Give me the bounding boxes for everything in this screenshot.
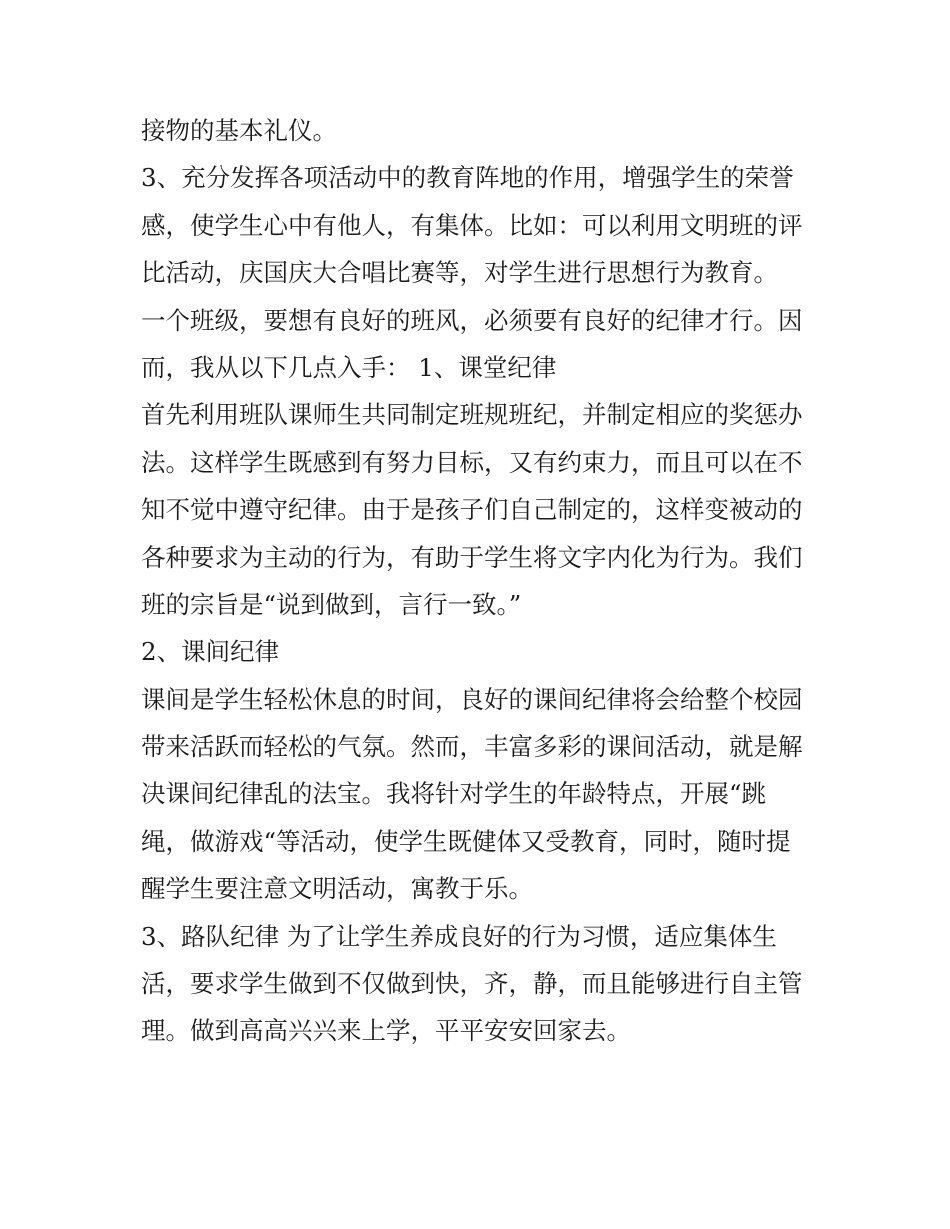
body-text (141, 107, 821, 1055)
text-line: 感，使学生心中有他人，有集体。比如：可以利用文明班的评 (141, 210, 803, 240)
text-line: 课间是学生轻松休息的时间，良好的课间纪律将会给整个校园 (141, 684, 803, 714)
text-line: 知不觉中遵守纪律。由于是孩子们自己制定的，这样变被动的 (141, 495, 803, 525)
text-line: 3、充分发挥各项活动中的教育阵地的作用，增强学生的荣誉 (141, 163, 794, 193)
text-line: 带来活跃而轻松的气氛。然而，丰富多彩的课间活动，就是解 (141, 732, 803, 762)
text-line: 活，要求学生做到不仅做到快，齐，静，而且能够进行自主管 (141, 969, 803, 999)
text-line: 各种要求为主动的行为，有助于学生将文字内化为行为。我们 (141, 542, 803, 572)
text-line: 绳，做游戏“等活动，使学生既健体又受教育，同时，随时提 (141, 826, 791, 856)
text-line: 比活动，庆国庆大合唱比赛等，对学生进行思想行为教育。 (141, 258, 778, 288)
text-line: 醒学生要注意文明活动，寓教于乐。 (141, 874, 533, 904)
text-line: 理。做到高高兴兴来上学，平平安安回家去。 (141, 1016, 631, 1046)
text-line: 班的宗旨是“说到做到，言行一致。” (141, 589, 522, 619)
text-line: 而，我从以下几点入手： 1、课堂纪律 (141, 352, 557, 382)
text-line: 首先利用班队课师生共同制定班规班纪，并制定相应的奖惩办 (141, 400, 803, 430)
text-line: 决课间纪律乱的法宝。我将针对学生的年龄特点，开展“跳 (141, 779, 767, 809)
section-heading: 2、课间纪律 (141, 637, 280, 667)
text-line: 法。这样学生既感到有努力目标，又有约束力，而且可以在不 (141, 447, 803, 477)
text-line: 接物的基本礼仪。 (141, 116, 337, 145)
text-line: 一个班级，要想有良好的班风，必须要有良好的纪律才行。因 (141, 305, 803, 335)
text-line: 3、路队纪律 为了让学生养成良好的行为习惯，适应集体生 (141, 921, 777, 951)
